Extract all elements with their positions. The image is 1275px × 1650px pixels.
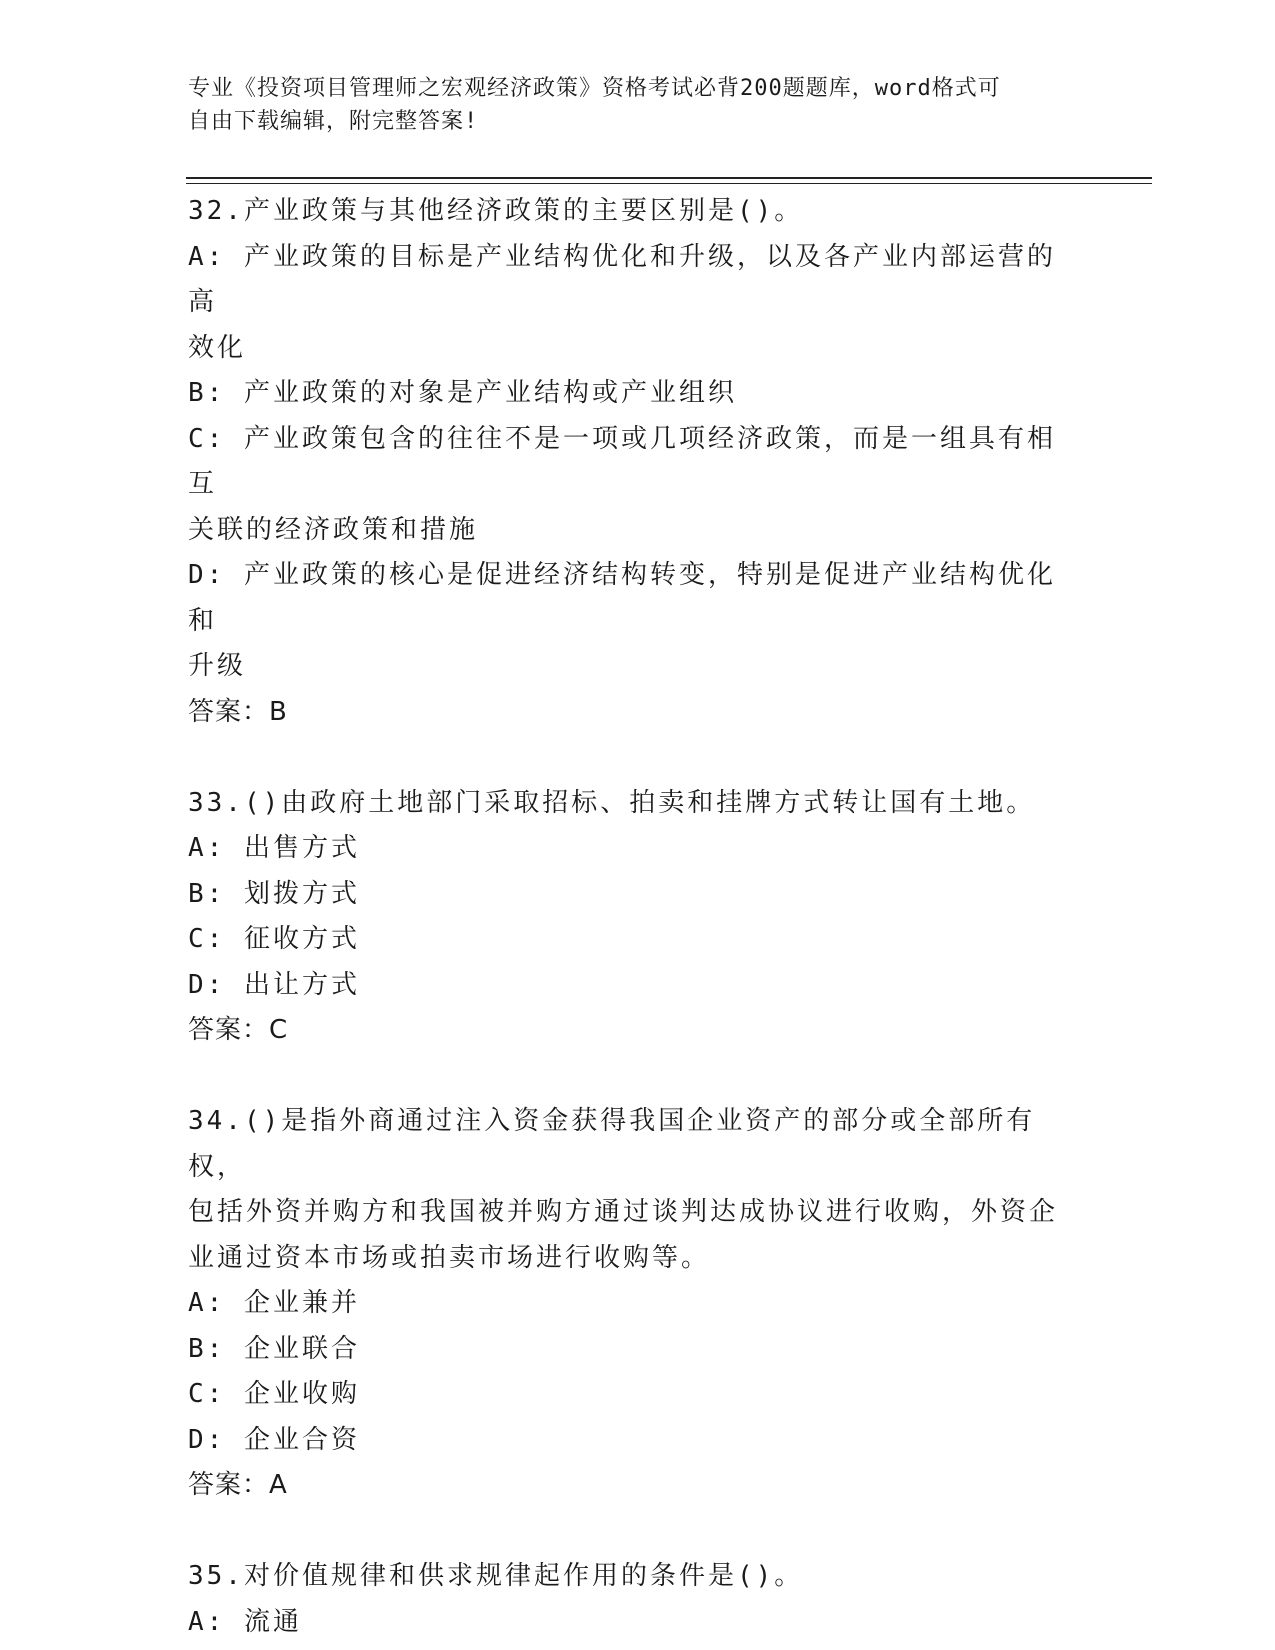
option-d: D: 产业政策的核心是促进经济结构转变，特别是促进产业结构优化和	[188, 560, 1056, 636]
question-list	[188, 189, 1068, 1645]
header-divider-thin	[186, 183, 1152, 184]
answer: 答案：C	[188, 1015, 289, 1045]
option-d: D: 出让方式	[188, 969, 360, 1000]
answer: 答案：A	[188, 1470, 288, 1500]
option-d-continued: 升级	[188, 651, 247, 681]
answer: 答案：B	[188, 696, 288, 727]
option-a: A: 产业政策的目标是产业结构优化和升级，以及各产业内部运营的高	[188, 241, 1056, 317]
header-line: 自由下载编辑，附完整答案!	[188, 109, 479, 134]
question-stem-continued: 业通过资本市场或拍卖市场进行收购等。	[188, 1242, 711, 1273]
option-a: A: 企业兼并	[188, 1288, 360, 1318]
question-stem: 32.产业政策与其他经济政策的主要区别是()。	[188, 196, 804, 226]
option-a: A: 出售方式	[188, 833, 360, 863]
document-header	[188, 72, 1068, 138]
option-c: C: 征收方式	[188, 924, 360, 954]
question-35	[188, 1554, 1068, 1645]
header-line: 专业《投资项目管理师之宏观经济政策》资格考试必背200题题库，word格式可	[188, 76, 1001, 101]
option-c: C: 产业政策包含的往往不是一项或几项经济政策，而是一组具有相互	[188, 423, 1056, 499]
question-stem: 35.对价值规律和供求规律起作用的条件是()。	[188, 1561, 804, 1591]
question-34	[188, 1099, 1068, 1509]
option-b: B: 企业联合	[188, 1333, 360, 1364]
question-32	[188, 189, 1068, 735]
option-d: D: 企业合资	[188, 1424, 360, 1455]
question-stem: 34.()是指外商通过注入资金获得我国企业资产的部分或全部所有权，	[188, 1106, 1036, 1182]
question-stem-continued: 包括外资并购方和我国被并购方通过谈判达成协议进行收购，外资企	[188, 1197, 1059, 1227]
option-b: B: 产业政策的对象是产业结构或产业组织	[188, 378, 737, 408]
option-b: B: 划拨方式	[188, 878, 360, 909]
question-33	[188, 781, 1068, 1054]
question-stem: 33.()由政府土地部门采取招标、拍卖和挂牌方式转让国有土地。	[188, 787, 1036, 818]
header-divider	[186, 177, 1152, 179]
option-c: C: 企业收购	[188, 1379, 360, 1409]
option-c-continued: 关联的经济政策和措施	[188, 514, 479, 545]
option-a: A: 流通	[188, 1606, 302, 1637]
option-a-continued: 效化	[188, 332, 247, 363]
